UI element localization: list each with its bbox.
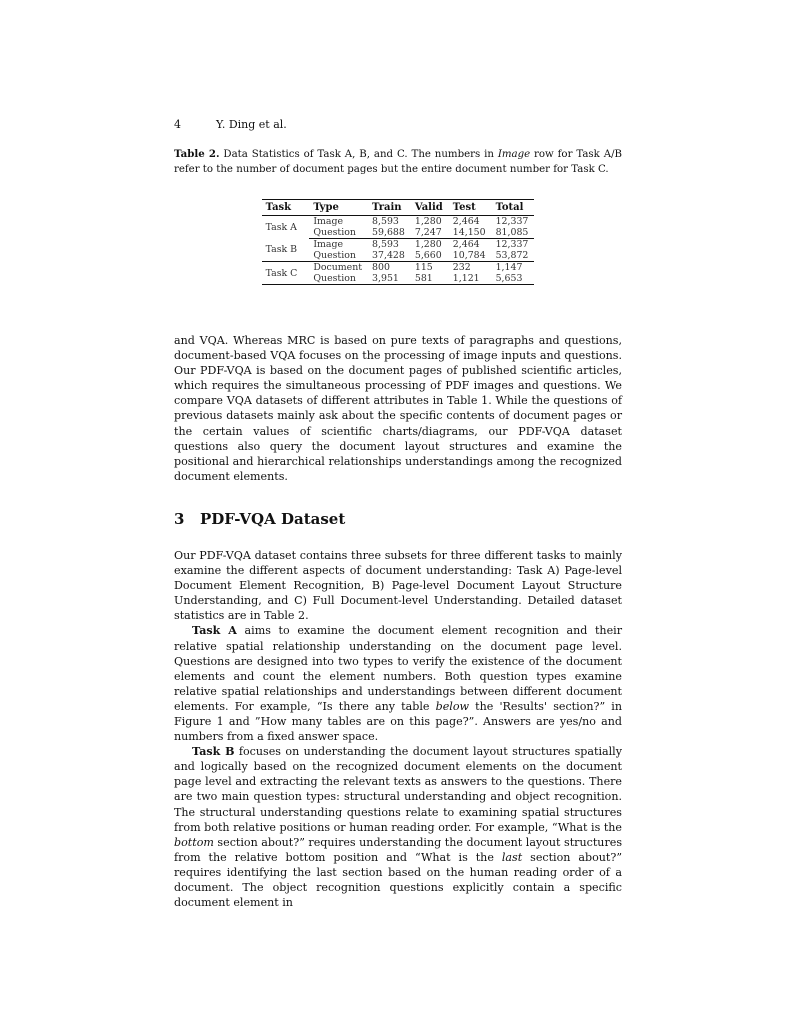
- col-header-train: Train: [368, 200, 411, 216]
- table-caption-label: Table 2.: [174, 148, 220, 160]
- table-caption-text-2: row for Task A/B refer to the number of document pages but the entire document number for Task C.: [174, 149, 622, 175]
- table-container: [174, 199, 622, 285]
- task-b-text-2: section about?” requires understanding the document layout structures from the relative bottom position and “What is the: [174, 835, 623, 864]
- task-b-paragraph: [174, 744, 622, 910]
- task-a-italic: below: [435, 699, 469, 713]
- valid-cell: 1,280: [414, 216, 442, 227]
- test-cell: 2,464: [452, 216, 480, 227]
- section-number: 3: [174, 509, 185, 528]
- statistics-table: [262, 199, 535, 285]
- train-cell: 37,428: [368, 250, 411, 262]
- col-header-total: Total: [492, 200, 535, 216]
- type-cell: Image: [313, 239, 344, 250]
- train-cell: 800: [372, 262, 390, 273]
- test-cell: 1,121: [449, 273, 492, 285]
- col-header-test: Test: [449, 200, 492, 216]
- type-cell: Question: [309, 250, 368, 262]
- col-header-valid: Valid: [411, 200, 449, 216]
- task-b-text-1: focuses on understanding the document layout structures spatially and logically based on the recognized document elements on the document page level and extracting the relevant texts as answers to the questions. There are two main question types: structural understanding and object recognition. The structural understanding questions relate to examining spatial structures from both relative positions or human reading order. For example, “What is the: [174, 745, 622, 834]
- task-b-italic-1: bottom: [174, 835, 214, 849]
- total-cell: 12,337: [495, 239, 529, 250]
- task-b-text-3: section about?” requires identifying the last section based on the human reading order of a document. The object recognition questions explicitly contain a specific document element in: [174, 850, 622, 910]
- intro-paragraph: and VQA. Whereas MRC is based on pure texts of paragraphs and questions, document-based VQA focuses on the processing of image inputs and questions. Our PDF-VQA is based on the document pages of published scientific articles, which requires the simultaneous processing of PDF images and questions. We compare VQA datasets of different attributes in Table 1. While the questions of previous datasets mainly ask about the specific contents of document pages or the certain values of scientific charts/diagrams, our PDF-VQA dataset questions also query the document layout structures and examine the positional and hierarchical relationships understandings among the recognized document elements.: [174, 334, 622, 483]
- total-cell: 12,337: [495, 216, 529, 227]
- table-row: [262, 262, 535, 274]
- task-a-cell: Task A: [265, 221, 297, 233]
- task-b-italic-2: last: [501, 850, 523, 864]
- total-cell: 53,872: [492, 250, 535, 262]
- paper-page: [174, 116, 622, 910]
- col-header-type: Type: [309, 200, 368, 216]
- total-cell: 5,653: [492, 273, 535, 285]
- total-cell: 81,085: [492, 227, 535, 239]
- valid-cell: 1,280: [414, 239, 442, 250]
- valid-cell: 115: [414, 262, 433, 273]
- table-row: [262, 216, 535, 228]
- table-row: [262, 239, 535, 251]
- section-heading: [174, 510, 622, 528]
- table-caption-text-1: Data Statistics of Task A, B, and C. The numbers in: [219, 149, 498, 160]
- test-cell: 10,784: [449, 250, 492, 262]
- train-cell: 8,593: [372, 216, 399, 227]
- test-cell: 2,464: [452, 239, 480, 250]
- page-number: 4: [174, 118, 181, 131]
- train-cell: 59,688: [368, 227, 411, 239]
- task-a-paragraph: [174, 623, 622, 744]
- task-b-cell: Task B: [262, 239, 310, 262]
- section-title: PDF-VQA Dataset: [200, 509, 346, 528]
- test-cell: 232: [452, 262, 471, 273]
- valid-cell: 581: [411, 273, 449, 285]
- running-authors: Y. Ding et al.: [216, 118, 287, 131]
- train-cell: 3,951: [368, 273, 411, 285]
- type-cell: Image: [313, 216, 344, 227]
- valid-cell: 7,247: [411, 227, 449, 239]
- type-cell: Question: [309, 227, 368, 239]
- task-b-lead: Task B: [192, 745, 235, 759]
- task-a-text-1: aims to examine the document element recognition and their relative spatial relationship understanding on the document page level. Questions are designed into two types to verify the existence of the document elements and count the element numbers. Both question types examine relative spatial relationships and understandings between different document elements. For example, “Is there any table: [174, 624, 622, 713]
- task-c-cell: Task C: [262, 262, 310, 285]
- section-paragraph: Our PDF-VQA dataset contains three subsets for three different tasks to mainly examine the different aspects of document understanding: Task A) Page-level Document Element Recognition, B) Page-level Document Layout Structure Understanding, and C) Full Document-level Understanding. Detailed dataset statistics are in Table 2.: [174, 548, 622, 623]
- train-cell: 8,593: [372, 239, 399, 250]
- valid-cell: 5,660: [411, 250, 449, 262]
- table-header-row: [262, 200, 535, 216]
- task-a-text-2: the 'Results' section?” in Figure 1 and ”How many tables are on this page?”. Answers are yes/no and numbers from a fixed answer space.: [174, 699, 622, 744]
- type-cell: Document: [313, 262, 363, 273]
- table-caption: [174, 147, 622, 177]
- running-header: [174, 116, 622, 134]
- task-a-lead: Task A: [192, 624, 237, 638]
- total-cell: 1,147: [495, 262, 523, 273]
- type-cell: Question: [309, 273, 368, 285]
- col-header-task: Task: [262, 200, 310, 216]
- table-caption-italic: Image: [497, 149, 531, 160]
- test-cell: 14,150: [449, 227, 492, 239]
